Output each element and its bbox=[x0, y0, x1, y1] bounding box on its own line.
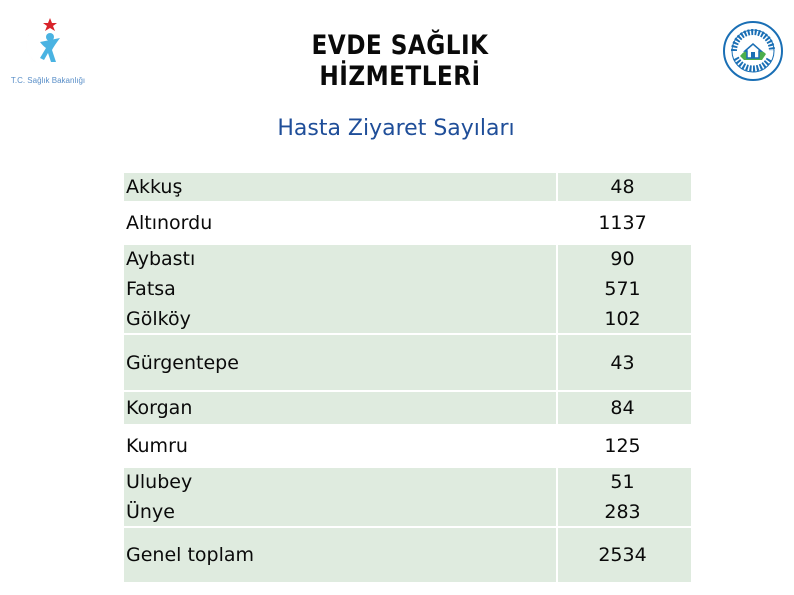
visit-count-cell bbox=[558, 203, 691, 243]
visit-count: 90 bbox=[610, 248, 635, 270]
page-title: EVDE SAĞLIK HİZMETLERİ bbox=[311, 30, 489, 92]
district-name: Ulubey bbox=[126, 471, 193, 493]
visit-count-cell bbox=[558, 426, 691, 466]
visit-count: 43 bbox=[610, 351, 635, 374]
visit-count: 51 bbox=[610, 471, 635, 493]
table-row bbox=[124, 203, 691, 245]
visit-count: 571 bbox=[604, 278, 641, 300]
ministry-emblem-icon bbox=[16, 16, 80, 74]
visit-count-cell bbox=[558, 173, 691, 201]
visit-count-cell bbox=[558, 245, 691, 333]
table-row bbox=[124, 426, 691, 468]
table-row bbox=[124, 173, 691, 203]
visit-count: 48 bbox=[610, 176, 635, 198]
district-name: Korgan bbox=[126, 397, 193, 419]
visit-count-cell bbox=[558, 468, 691, 526]
district-cell bbox=[124, 392, 556, 424]
visit-count: 125 bbox=[604, 435, 641, 457]
district-cell bbox=[124, 335, 556, 390]
visit-count: 283 bbox=[604, 501, 641, 523]
district-cell bbox=[124, 468, 556, 526]
district-cell bbox=[124, 528, 556, 582]
visit-count-cell bbox=[558, 392, 691, 424]
district-cell bbox=[124, 203, 556, 243]
table-row bbox=[124, 245, 691, 335]
ministry-logo bbox=[8, 16, 88, 88]
total-label: Genel toplam bbox=[126, 544, 255, 566]
district-name: Fatsa bbox=[126, 278, 176, 300]
home-health-logo bbox=[722, 20, 784, 82]
table-row bbox=[124, 392, 691, 426]
visit-counts-table bbox=[124, 173, 691, 584]
district-cell bbox=[124, 245, 556, 333]
visit-count: 84 bbox=[610, 397, 635, 419]
district-name: Kumru bbox=[126, 435, 188, 457]
district-cell bbox=[124, 173, 556, 201]
district-name: Akkuş bbox=[126, 176, 183, 198]
district-cell bbox=[124, 426, 556, 466]
district-name: Ünye bbox=[126, 501, 175, 523]
visit-count: 102 bbox=[604, 308, 641, 330]
table-row bbox=[124, 335, 691, 392]
district-name: Gölköy bbox=[126, 308, 191, 330]
visit-count: 1137 bbox=[598, 212, 647, 234]
visit-count-cell bbox=[558, 528, 691, 582]
table-row bbox=[124, 468, 691, 528]
district-name: Gürgentepe bbox=[126, 351, 239, 374]
table-row-total bbox=[124, 528, 691, 584]
visit-count-cell bbox=[558, 335, 691, 390]
ministry-caption: T.C. Sağlık Bakanlığı bbox=[10, 76, 86, 85]
district-name: Aybastı bbox=[126, 248, 196, 270]
table-title: Hasta Ziyaret Sayıları bbox=[277, 116, 515, 141]
district-name: Altınordu bbox=[126, 212, 213, 234]
home-health-emblem-icon bbox=[722, 20, 784, 82]
total-count: 2534 bbox=[598, 544, 647, 566]
